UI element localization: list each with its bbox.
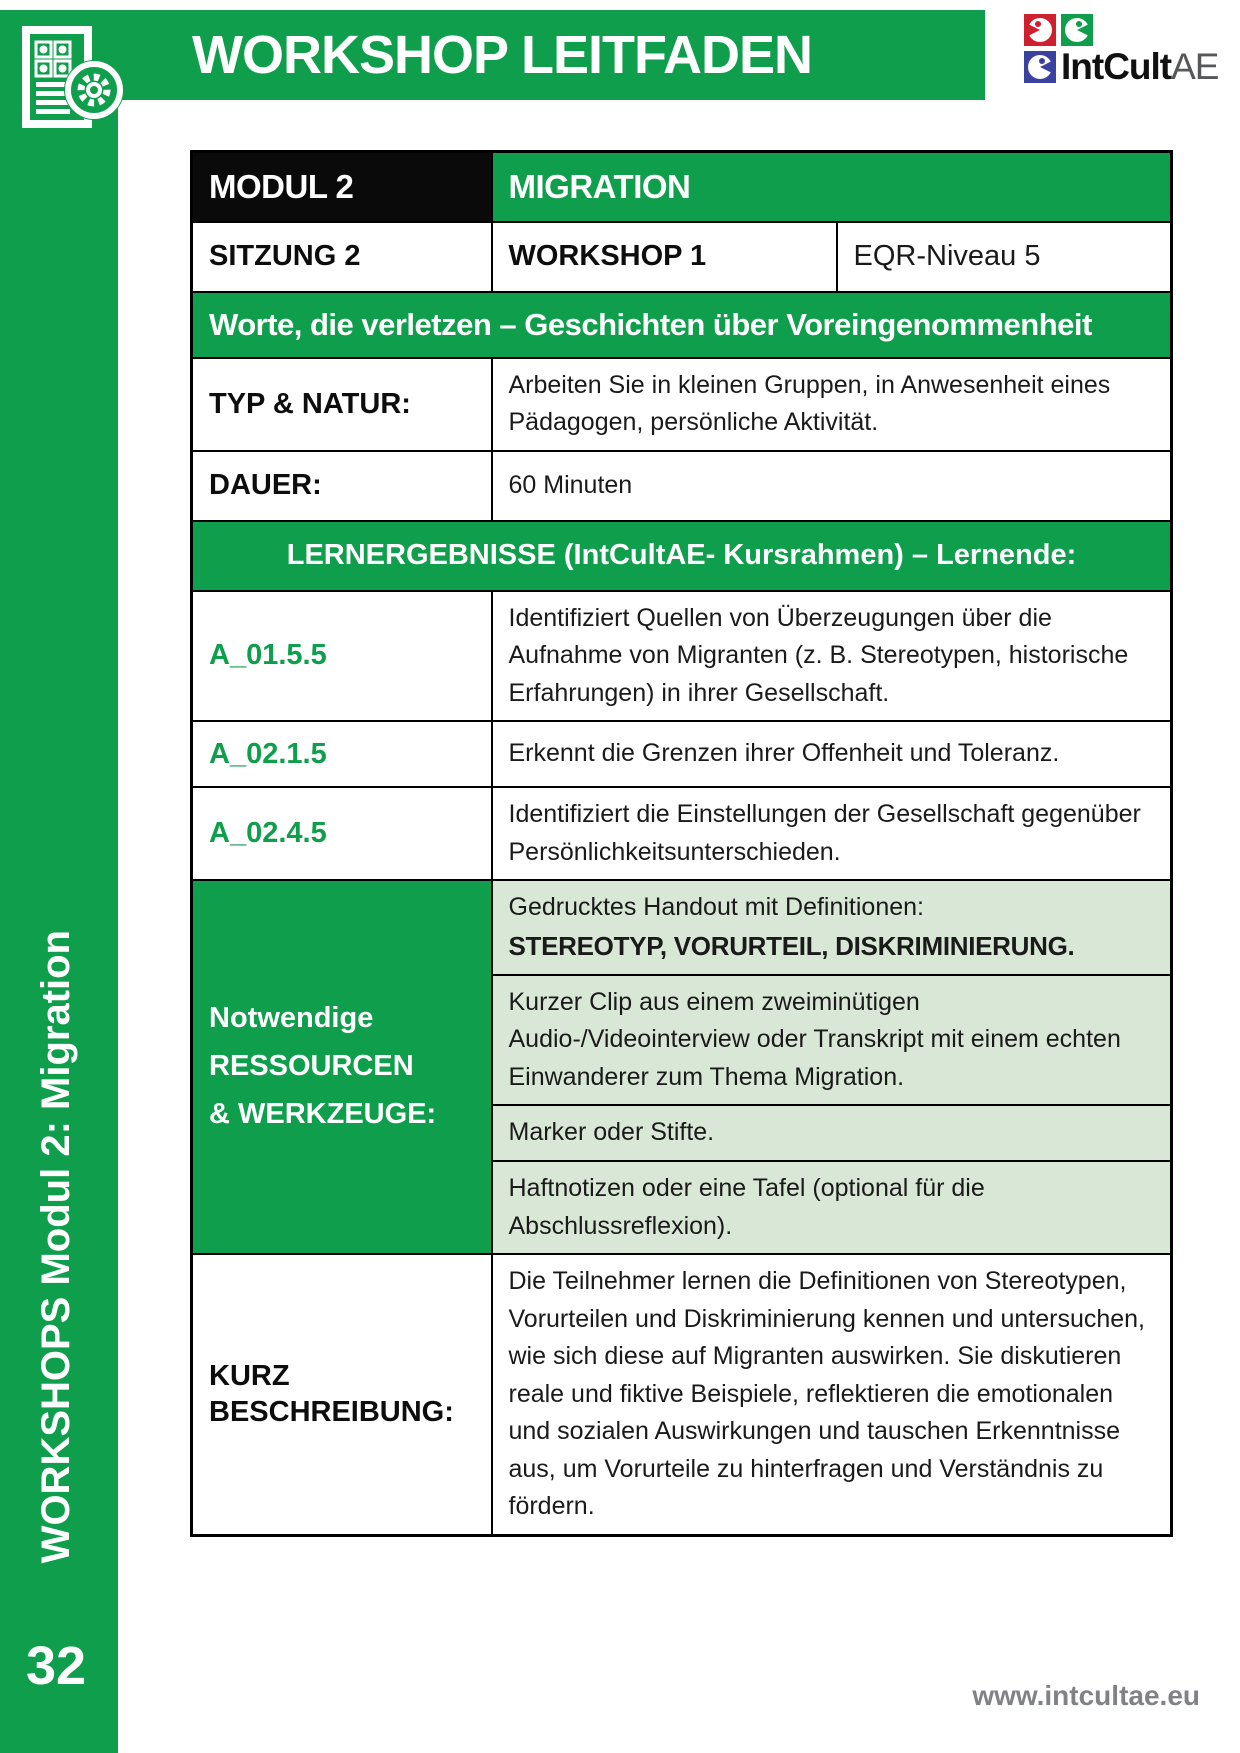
resource-item	[492, 880, 1172, 975]
kurz-text-cell: Die Teilnehmer lernen die Definitionen von Stereotypen, Vorurteilen und Diskriminierung kennen und untersuchen, wie sich diese auf Migranten auswirken. Sie diskutieren reale und fiktive Beispiele, reflektieren die emotionalen und sozialen Auswirkungen und tauschen Erkenntnisse aus, um Vorurteile zu hinterfragen und Verständnis zu fördern.	[492, 1254, 1172, 1535]
logo-face-green-icon	[1061, 14, 1093, 46]
logo-text-light: AE	[1171, 46, 1219, 87]
logo-text-bold: IntCult	[1061, 46, 1172, 87]
page-title: WORKSHOP LEITFADEN	[192, 25, 813, 85]
dauer-text-cell: 60 Minuten	[492, 451, 1172, 521]
eqr-level-cell: EQR-Niveau 5	[837, 222, 1172, 292]
typ-label-cell: TYP & NATUR:	[192, 358, 492, 451]
workshop-guide-icon	[18, 24, 124, 132]
logo-face-blue-icon	[1024, 51, 1056, 83]
outcome-code: A_02.4.5	[192, 787, 492, 880]
outcome-text: Identifiziert die Einstellungen der Gesellschaft gegenüber Persönlichkeitsunterschieden.	[492, 787, 1172, 880]
workshop-guide-table	[190, 150, 1173, 1537]
kurz-label-cell	[192, 1254, 492, 1535]
outcome-code: A_01.5.5	[192, 591, 492, 722]
sidebar-vertical-label: WORKSHOPS Modul 2: Migration	[34, 929, 78, 1563]
resources-label-line: Notwendige	[209, 1002, 374, 1035]
website-link[interactable]: www.intcultae.eu	[972, 1680, 1200, 1711]
workshop-cell: WORKSHOP 1	[492, 222, 837, 292]
modul-title-cell: MIGRATION	[492, 152, 1172, 222]
outcome-code: A_02.1.5	[192, 721, 492, 787]
typ-text-cell: Arbeiten Sie in kleinen Gruppen, in Anwesenheit eines Pädagogen, persönliche Aktivität.	[492, 358, 1172, 451]
workshop-title-cell: Worte, die verletzen – Geschichten über Voreingenommenheit	[192, 292, 1172, 358]
resource-item: Kurzer Clip aus einem zweiminütigen Audio-/Videointerview oder Transkript mit einem echten Einwanderer zum Thema Migration.	[492, 975, 1172, 1106]
kurz-label-line: BESCHREIBUNG:	[209, 1396, 454, 1429]
outcome-text: Erkennt die Grenzen ihrer Offenheit und Toleranz.	[492, 721, 1172, 787]
resources-label-line: RESSOURCEN	[209, 1050, 414, 1083]
sitzung-cell: SITZUNG 2	[192, 222, 492, 292]
logo-wordmark	[1061, 46, 1219, 87]
resource-text: Gedrucktes Handout mit Definitionen:	[508, 893, 924, 921]
lernergebnisse-header-cell: LERNERGEBNISSE (IntCultAE- Kursrahmen) – Lernende:	[192, 521, 1172, 591]
kurz-label-line: KURZ	[209, 1360, 290, 1392]
logo-face-red-icon	[1024, 14, 1056, 46]
dauer-label-cell: DAUER:	[192, 451, 492, 521]
resource-item: Marker oder Stifte.	[492, 1105, 1172, 1161]
resources-label-cell	[192, 880, 492, 1254]
outcome-text: Identifiziert Quellen von Überzeugungen über die Aufnahme von Migranten (z. B. Stereotypen, historische Erfahrungen) in ihrer Gesellschaft.	[492, 591, 1172, 722]
resource-item: Haftnotizen oder eine Tafel (optional für die Abschlussreflexion).	[492, 1161, 1172, 1254]
modul-label-cell: MODUL 2	[192, 152, 492, 222]
intcultae-logo	[1024, 14, 1236, 88]
resource-text-bold: STEREOTYP, VORURTEIL, DISKRIMINIERUNG.	[508, 930, 1075, 961]
page-number: 32	[26, 1636, 87, 1696]
resources-label-line: & WERKZEUGE:	[209, 1097, 437, 1130]
